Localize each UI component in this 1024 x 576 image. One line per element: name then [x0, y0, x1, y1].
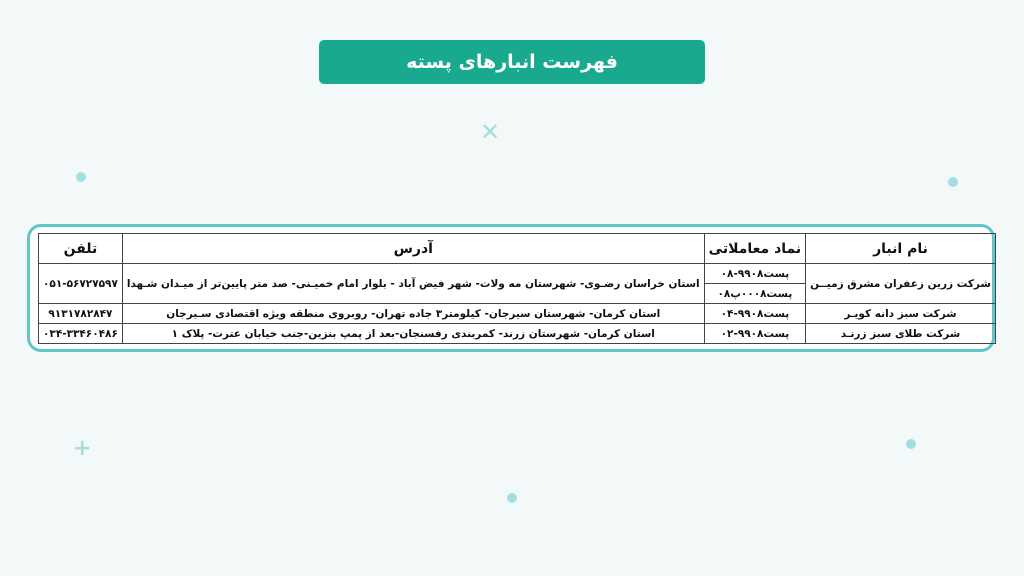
table-row: [39, 324, 996, 344]
dot-decor-icon: [507, 493, 517, 503]
warehouse-address: استان کرمان- شهرستان سیرجان- کیلومتر۳ جاده تهران- روبروی منطقه ویژه اقتصادی سـیرجان: [122, 304, 704, 324]
table-row: [39, 264, 996, 284]
table-header-row: [39, 234, 996, 264]
warehouse-name: شرکت زرین زعفران مشرق زمیــن: [806, 264, 996, 304]
trading-symbol: پست۹۹۰۸-۰۲: [704, 324, 806, 344]
warehouse-address: استان کرمان- شهرستان زرند- کمربندی رفسنجان-بعد از پمپ بنزین-جنب خیابان عترت- پلاک ۱: [122, 324, 704, 344]
dot-decor-icon: [76, 172, 86, 182]
warehouse-phone: ۰۵۱-۵۶۷۲۷۵۹۷: [39, 264, 123, 304]
trading-symbol: پست۹۹۰۸-۰۴: [704, 304, 806, 324]
warehouse-phone: ۰۳۴-۳۳۴۶۰۴۸۶: [39, 324, 123, 344]
page-title: فهرست انبارهای پسته: [319, 40, 705, 84]
header-address: آدرس: [122, 234, 704, 264]
trading-symbol: پست۹۹۰۸-۰۸: [704, 264, 806, 284]
dot-decor-icon: [948, 177, 958, 187]
table-frame: [27, 224, 995, 352]
header-name: نام انبار: [806, 234, 996, 264]
warehouse-name: شرکت سبز دانه کویـر: [806, 304, 996, 324]
table-row: [39, 304, 996, 324]
trading-symbol: پست۰۰۰۸پ۰۸: [704, 284, 806, 304]
warehouse-address: استان خراسان رضـوی- شهرستان مه ولات- شهر فیض آباد - بلوار امام خمیـنی- صد متر پایین‌تر از میـدان شـهدا: [122, 264, 704, 304]
header-symbol: نماد معاملاتی: [704, 234, 806, 264]
dot-decor-icon: [906, 439, 916, 449]
warehouse-name: شرکت طلای سبز زرنـد: [806, 324, 996, 344]
header-phone: تلفن: [39, 234, 123, 264]
x-decor-icon: ✕: [480, 118, 501, 146]
warehouse-table: [38, 233, 996, 344]
warehouse-phone: ۹۱۳۱۷۸۲۸۴۷: [39, 304, 123, 324]
plus-decor-icon: +: [73, 436, 92, 461]
